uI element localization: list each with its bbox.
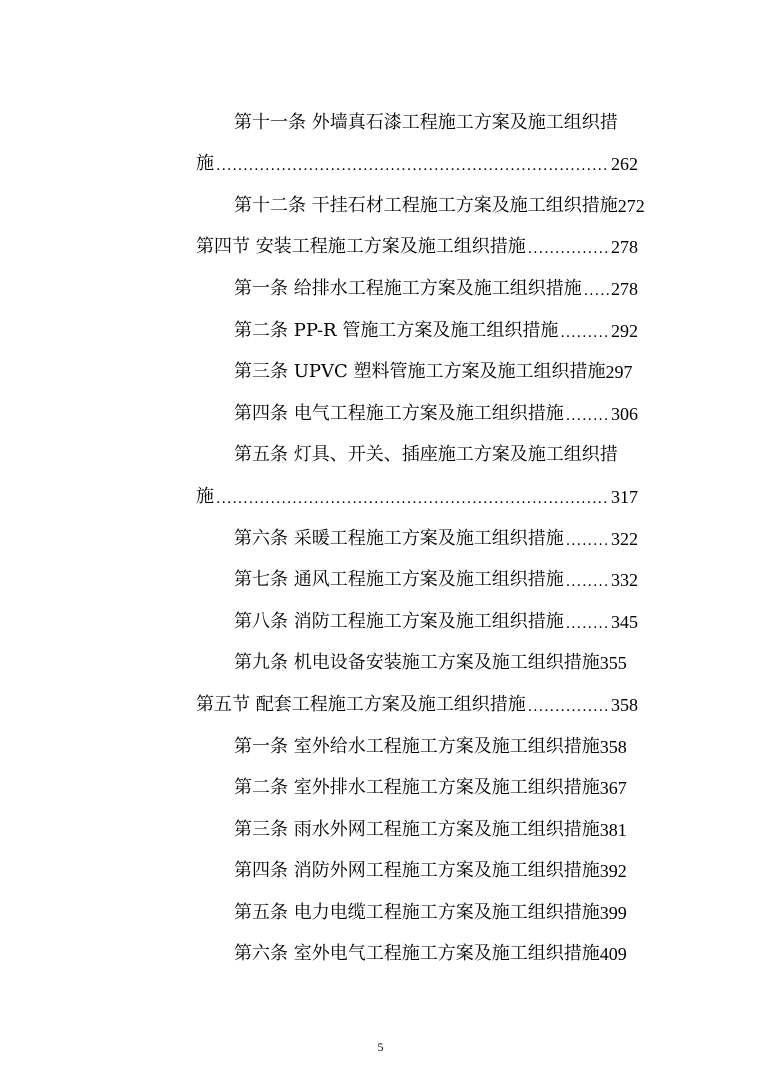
toc-entry[interactable] xyxy=(196,261,638,303)
toc-entry-title: 施 xyxy=(196,153,214,175)
toc-entry-page-number: 358 xyxy=(611,694,638,715)
toc-entry-page-number: 322 xyxy=(611,528,638,549)
toc-entry[interactable] xyxy=(196,345,638,387)
toc-entry[interactable] xyxy=(196,719,638,761)
toc-entry-page-number: 381 xyxy=(599,819,627,840)
toc-entry-title: 第四节 安装工程施工方案及施工组织措施 xyxy=(196,236,526,258)
toc-leader-dots xyxy=(566,570,609,594)
toc-entry-title: 第五条 电力电缆工程施工方案及施工组织措施 xyxy=(234,901,600,923)
toc-entry-page-number: 317 xyxy=(611,486,638,507)
toc-entry-title: 第九条 机电设备安装施工方案及施工组织措施 xyxy=(234,652,600,674)
toc-entry[interactable] xyxy=(196,511,638,553)
toc-entry-page-number: 272 xyxy=(617,195,645,216)
toc-entry[interactable] xyxy=(196,95,638,137)
toc-leader-dots xyxy=(528,695,609,719)
toc-leader-dots xyxy=(566,612,609,636)
toc-entry-page-number: 345 xyxy=(611,611,638,632)
toc-entry-title: 第一条 室外给水工程施工方案及施工组织措施 xyxy=(234,735,600,757)
toc-entry[interactable] xyxy=(196,802,638,844)
toc-entry-title: 第一条 给排水工程施工方案及施工组织措施 xyxy=(234,277,582,299)
toc-entry-page-number: 297 xyxy=(605,362,633,383)
page-number: 5 xyxy=(377,1040,384,1054)
toc-entry[interactable] xyxy=(196,553,638,595)
toc-leader-dots xyxy=(216,154,609,178)
toc-entry[interactable] xyxy=(196,927,638,969)
toc-entry-page-number: 306 xyxy=(611,403,638,424)
toc-entry-page-number: 367 xyxy=(599,778,627,799)
toc-leader-dots xyxy=(566,404,609,428)
table-of-contents xyxy=(196,95,645,968)
toc-entry-page-number: 409 xyxy=(599,944,627,965)
toc-entry-title: 第六条 室外电气工程施工方案及施工组织措施 xyxy=(234,943,600,965)
toc-entry-title: 施 xyxy=(196,485,214,507)
toc-entry-page-number: 392 xyxy=(599,861,627,882)
toc-entry-page-number: 355 xyxy=(599,653,627,674)
toc-entry[interactable] xyxy=(196,386,638,428)
toc-entry-title: 第二条 室外排水工程施工方案及施工组织措施 xyxy=(234,777,600,799)
toc-entry[interactable] xyxy=(196,885,638,927)
toc-entry-title: 第六条 采暖工程施工方案及施工组织措施 xyxy=(234,527,564,549)
toc-entry-title: 第二条 PP-R 管施工方案及施工组织措施 xyxy=(234,319,559,341)
toc-entry-page-number: 262 xyxy=(611,154,638,175)
toc-entry[interactable] xyxy=(196,844,638,886)
toc-leader-dots xyxy=(560,321,609,345)
toc-entry-title: 第五节 配套工程施工方案及施工组织措施 xyxy=(196,693,526,715)
toc-entry[interactable] xyxy=(196,594,638,636)
toc-entry-title: 第三条 雨水外网工程施工方案及施工组织措施 xyxy=(234,818,600,840)
toc-leader-dots xyxy=(584,279,609,303)
toc-entry-title: 第十一条 外墙真石漆工程施工方案及施工组织措 xyxy=(234,111,618,133)
toc-entry-page-number: 399 xyxy=(599,902,627,923)
toc-entry-page-number: 292 xyxy=(611,320,638,341)
toc-entry-title: 第四条 消防外网工程施工方案及施工组织措施 xyxy=(234,860,600,882)
toc-entry-title: 第四条 电气工程施工方案及施工组织措施 xyxy=(234,402,564,424)
toc-leader-dots xyxy=(566,529,609,553)
toc-entry[interactable] xyxy=(196,178,645,220)
toc-entry-title: 第七条 通风工程施工方案及施工组织措施 xyxy=(234,569,564,591)
toc-entry-page-number: 332 xyxy=(611,570,638,591)
toc-entry[interactable] xyxy=(196,428,638,470)
toc-entry-title: 第三条 UPVC 塑料管施工方案及施工组织措施 xyxy=(234,361,606,383)
toc-entry-page-number: 278 xyxy=(611,237,638,258)
toc-entry[interactable] xyxy=(196,761,638,803)
toc-entry[interactable] xyxy=(196,220,638,262)
toc-entry[interactable] xyxy=(196,677,638,719)
toc-entry[interactable] xyxy=(196,469,638,511)
toc-entry-title: 第十二条 干挂石材工程施工方案及施工组织措施 xyxy=(234,194,618,216)
toc-entry-title: 第五条 灯具、开关、插座施工方案及施工组织措 xyxy=(234,444,618,466)
toc-entry-title: 第八条 消防工程施工方案及施工组织措施 xyxy=(234,610,564,632)
toc-entry[interactable] xyxy=(196,636,638,678)
toc-entry[interactable] xyxy=(196,137,638,179)
toc-leader-dots xyxy=(216,487,609,511)
toc-entry-page-number: 278 xyxy=(611,278,638,299)
toc-entry[interactable] xyxy=(196,303,638,345)
toc-entry-page-number: 358 xyxy=(599,736,627,757)
toc-leader-dots xyxy=(528,237,609,261)
